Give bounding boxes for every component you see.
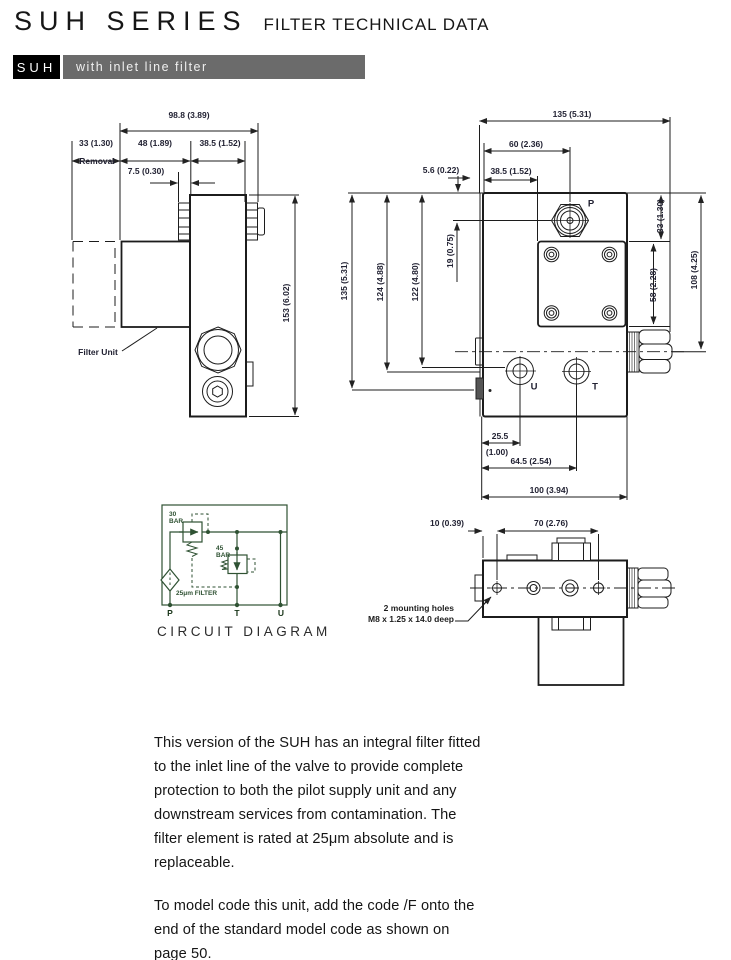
circuit-port-t: T — [234, 608, 240, 618]
bottom-view-drawing — [455, 531, 679, 685]
dim-bottom-hole-spacing: 70 (2.76) — [533, 518, 569, 528]
dim-side-connector-width: 7.5 (0.30) — [127, 166, 165, 176]
dim-front-block-height: 58 (2.28) — [648, 267, 658, 303]
relief2-pressure-unit: BAR — [216, 552, 231, 559]
dim-side-removal: 33 (1.30) — [78, 138, 114, 148]
model-code-paragraph: To model code this unit, add the code /F onto the end of the standard model code as shown on page 50. — [154, 897, 475, 960]
dim-front-body-width: 100 (3.94) — [529, 485, 569, 495]
dim-side-overall-width: 98.8 (3.89) — [168, 110, 210, 120]
dim-front-u-offset-in: (1.00) — [485, 447, 509, 457]
dim-front-p-offset: 60 (2.36) — [508, 139, 544, 149]
variant-banner: with inlet line filter — [63, 55, 365, 79]
port-label-u: U — [530, 381, 538, 393]
page-title: SUH SERIES — [14, 6, 248, 36]
description-paragraph: This version of the SUH has an integral filter fitted to the inlet line of the valve to provide complete protection to both the pilot supply unit and any downstream services from contamination. The filter element is rated at 25μm absolute and is replaceable. — [154, 734, 481, 871]
dim-front-block-top: 33 (1.30) — [655, 198, 665, 234]
circuit-port-p: P — [167, 608, 173, 618]
relief2-pressure-value: 45 — [216, 545, 224, 552]
label-removal: Removal — [79, 156, 115, 166]
page-subtitle: FILTER TECHNICAL DATA — [263, 15, 490, 34]
label-filter-unit: Filter Unit — [78, 347, 118, 357]
side-view-drawing — [72, 123, 299, 417]
dim-front-ut-height: 122 (4.80) — [410, 262, 420, 302]
dim-bottom-edge-to-hole: 10 (0.39) — [429, 518, 465, 528]
dim-front-t-offset: 64.5 (2.54) — [510, 456, 552, 466]
mounting-holes-note-line1: 2 mounting holes — [383, 603, 454, 613]
dim-side-overall-height: 153 (6.02) — [281, 283, 291, 323]
dim-front-p-depth: 19 (0.75) — [445, 233, 455, 269]
circuit-filter-label: 25μm FILTER — [176, 590, 218, 597]
dim-front-tab-protrusion: 5.6 (0.22) — [422, 165, 460, 175]
mounting-holes-note-line2: M8 x 1.25 x 14.0 deep — [368, 613, 454, 624]
dim-front-height-124: 124 (4.88) — [375, 262, 385, 302]
dim-front-block-offset: 38.5 (1.52) — [490, 166, 532, 176]
circuit-diagram-title: CIRCUIT DIAGRAM — [157, 624, 331, 639]
dim-side-filter-length: 48 (1.89) — [137, 138, 173, 148]
relief1-pressure-unit: BAR — [169, 518, 184, 525]
circuit-port-u: U — [277, 608, 285, 618]
dim-front-overall-width: 135 (5.31) — [552, 109, 592, 119]
model-code-badge: SUH — [13, 55, 60, 79]
dim-front-u-offset-mm: 25.5 — [491, 431, 509, 441]
mounting-holes-note — [352, 603, 454, 624]
port-label-t: T — [592, 381, 598, 393]
dim-side-body-width: 38.5 (1.52) — [199, 138, 241, 148]
dim-front-mount-hole-height: 135 (5.31) — [339, 261, 349, 301]
relief1-pressure-value: 30 — [169, 511, 177, 518]
dim-front-hex-center: 108 (4.25) — [689, 250, 699, 290]
port-label-p: P — [587, 198, 595, 210]
